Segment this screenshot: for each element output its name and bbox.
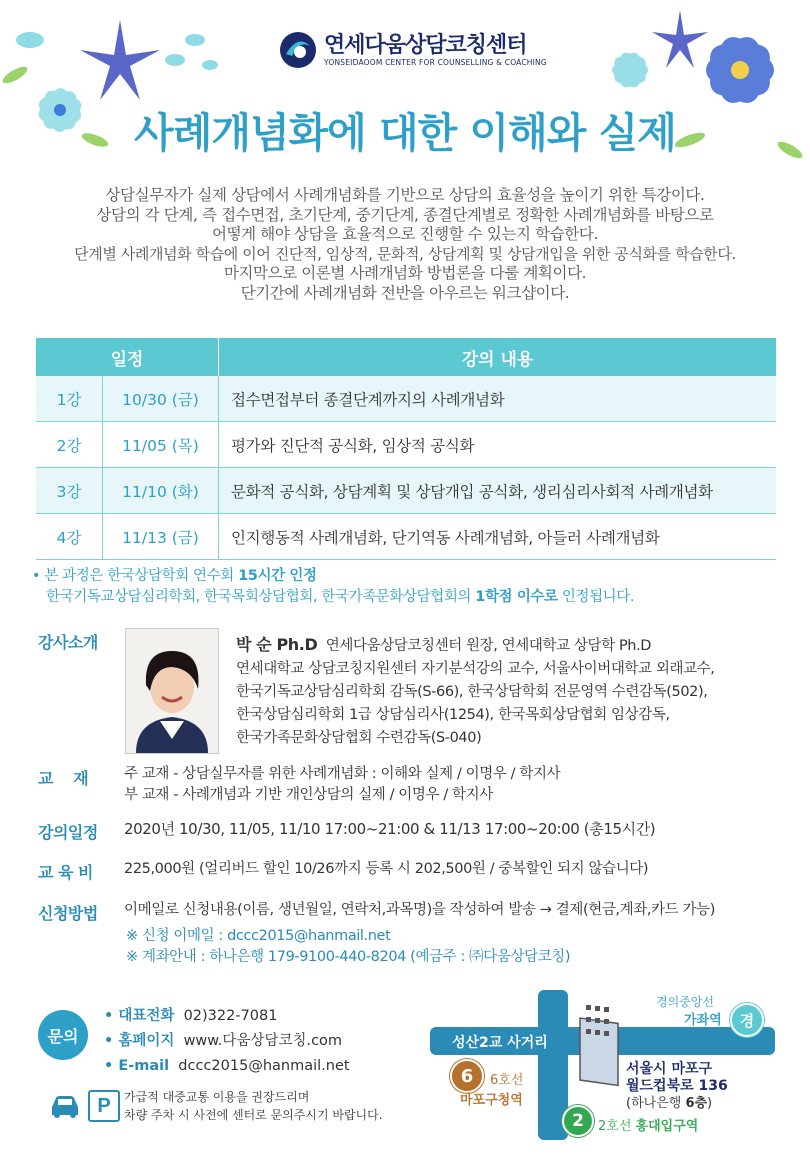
lecture-date: 11/10 (화): [103, 468, 219, 514]
line2-station-name: 홍대입구역: [635, 1119, 699, 1134]
line6-badge: 6: [450, 1059, 484, 1093]
instructor-photo: [125, 628, 219, 754]
note-text: 한국기독교상담심리학회, 한국목회상담협회, 한국가족문화상담협회의: [46, 589, 476, 605]
intersection-label: 성산2교 사거리: [452, 1035, 548, 1051]
note-highlight: 1학점 이수로: [475, 589, 558, 605]
logo-subtitle: YONSEIDAOOM CENTER FOR COUNSELLING & COACHING: [324, 57, 547, 67]
line2-name: 2호선: [598, 1119, 636, 1134]
header-content: 강의 내용: [219, 338, 777, 376]
lecture-number: 2강: [36, 422, 103, 468]
intro-line: 상담실무자가 실제 상담에서 사례개념화를 기반으로 상담의 효율성을 높이기 위한 특강이다.: [105, 186, 705, 204]
apply-text: 이메일로 신청내용(이름, 생년월일, 연락처,과목명)을 작성하여 발송 → 결제(현금,계좌,카드 가능): [124, 902, 715, 918]
location-map: [430, 985, 775, 1145]
page-title: 사례개념화에 대한 이해와 실제: [134, 109, 676, 157]
table-header-row: [36, 338, 776, 376]
parking-icon: P: [88, 1090, 120, 1122]
email-link[interactable]: dccc2015@hanmail.net: [178, 1058, 350, 1074]
contact-badge: 문의: [38, 1010, 88, 1060]
lecture-topic: 접수면접부터 종결단계까지의 사례개념화: [219, 376, 777, 422]
instructor-career: 연세대학교 상담코칭지원센터 자기분석강의 교수, 서울사이버대학교 외래교수,: [236, 661, 715, 677]
apply-details: [126, 926, 570, 968]
lecture-topic: 인지행동적 사례개념화, 단기역동 사례개념화, 아들러 사례개념화: [219, 514, 777, 560]
logo-name: 연세다움상담코칭센터: [324, 32, 527, 58]
address-floor: 6층: [685, 1096, 708, 1111]
homepage-link[interactable]: www.다움상담코칭.com: [183, 1033, 343, 1049]
line2-station: [598, 1115, 698, 1134]
instructor-name: 박 순 Ph.D: [236, 635, 318, 654]
instructor-career: 한국상담심리학회 1급 상담심리사(1254), 한국목회상담협회 임상감독,: [236, 707, 670, 723]
instructor-career: 한국가족문화상담협회 수련감독(S-040): [236, 730, 482, 746]
parking-line: 가급적 대중교통 이용을 권장드리며: [124, 1090, 310, 1104]
address-close: ): [707, 1096, 713, 1111]
intro-line: 마지막으로 이론별 사례개념화 방법론을 다룰 계획이다.: [223, 264, 587, 282]
contact-info: [104, 1004, 350, 1079]
label-text: 교 재: [38, 769, 89, 788]
note-highlight: 15시간 인정: [238, 568, 317, 584]
apply-email[interactable]: ※ 신청 이메일 : dccc2015@hanmail.net: [126, 928, 391, 944]
lecture-number: 4강: [36, 514, 103, 560]
address-line: 월드컵북로 136: [626, 1078, 728, 1094]
gyeongui-name: 경의중앙선: [656, 995, 714, 1009]
lecture-date: 10/30 (금): [103, 376, 219, 422]
car-icon: [48, 1093, 82, 1119]
line2-badge: 2: [562, 1105, 594, 1137]
schedule-label: 강의일정: [38, 823, 98, 842]
table-row: [36, 468, 776, 514]
apply-label: 신청방법: [38, 904, 98, 923]
address-bank: (하나은행: [626, 1096, 686, 1111]
fee-text: 225,000원 (얼리버드 할인 10/26까지 등록 시 202,500원 / 중복할인 되지 않습니다): [124, 861, 649, 877]
intro-text: [0, 186, 810, 303]
gyeongui-badge: 경: [730, 1003, 764, 1037]
parking-icons: [48, 1090, 120, 1122]
phone-label: • 대표전화: [104, 1008, 175, 1024]
instructor-label: 강사소개: [38, 633, 98, 652]
schedule-text: 2020년 10/30, 11/05, 11/10 17:00~21:00 & 11/13 17:00~20:00 (총15시간): [124, 820, 656, 838]
parking-note: [124, 1088, 383, 1124]
logo-swirl-icon: [278, 30, 318, 70]
parking-line: 차량 주차 시 사전에 센터로 문의주시기 바랍니다.: [124, 1108, 383, 1122]
table-row: [36, 514, 776, 560]
lecture-number: 1강: [36, 376, 103, 422]
intro-line: 단기간에 사례개념화 전반을 아우르는 워크샵이다.: [240, 283, 570, 302]
email-label: • E-mail: [104, 1058, 170, 1074]
credit-note: [32, 566, 634, 608]
address-line: 서울시 마포구: [626, 1061, 713, 1077]
table-row: [36, 422, 776, 468]
apply-account: ※ 계좌안내 : 하나은행 179-9100-440-8204 (예금주 : ㈜다움상담코칭): [126, 949, 571, 965]
lecture-topic: 평가와 진단적 공식화, 임상적 공식화: [219, 422, 777, 468]
center-logo: [278, 30, 547, 70]
lecture-topic: 문화적 공식화, 상담계획 및 상담개입 공식화, 생리심리사회적 사례개념화: [219, 468, 777, 514]
fee-label: 교 육 비: [38, 863, 94, 882]
sub-textbook: 부 교재 - 사례개념과 기반 개인상담의 실제 / 이명우 / 학지사: [124, 787, 493, 803]
homepage-label: • 홈페이지: [104, 1033, 175, 1049]
instructor-title: 연세다움상담코칭센터 원장, 연세대학교 상담학 Ph.D: [325, 638, 652, 654]
phone-value[interactable]: 02)322-7081: [183, 1008, 278, 1024]
note-text: • 본 과정은 한국상담학회 연수회: [32, 568, 239, 584]
portrait-image: [126, 629, 218, 753]
textbook-label: [38, 766, 88, 789]
lecture-number: 3강: [36, 468, 103, 514]
lecture-date: 11/05 (목): [103, 422, 219, 468]
gyeongui-station: 가좌역: [684, 1013, 722, 1028]
instructor-career: 한국기독교상담심리학회 감독(S-66), 한국상담학회 전문영역 수련감독(502),: [236, 684, 708, 700]
line6-name: 6호선: [490, 1073, 524, 1088]
note-text: 인정됩니다.: [557, 589, 635, 605]
schedule-table: [36, 338, 776, 560]
instructor-info: [236, 633, 715, 750]
intro-line: 어떻게 해야 상담을 효율적으로 진행할 수 있는지 학습한다.: [212, 225, 598, 243]
intro-line: 상담의 각 단계, 즉 접수면접, 초기단계, 중기단계, 종결단계별로 정확한 사례개념화를 바탕으로: [96, 205, 714, 224]
line6-station: 마포구청역: [460, 1093, 523, 1108]
header-schedule: 일정: [36, 338, 219, 376]
intro-line: 단계별 사례개념화 학습에 이어 진단적, 임상적, 문화적, 상담계획 및 상담개입을 위한 공식화를 학습한다.: [74, 244, 736, 263]
center-address: [626, 1061, 728, 1112]
lecture-date: 11/13 (금): [103, 514, 219, 560]
table-row: [36, 376, 776, 422]
main-textbook: 주 교재 - 상담실무자를 위한 사례개념화 : 이해와 실제 / 이명우 / 학지사: [124, 766, 561, 782]
building-icon: [580, 1005, 618, 1085]
textbook-info: [124, 764, 560, 806]
